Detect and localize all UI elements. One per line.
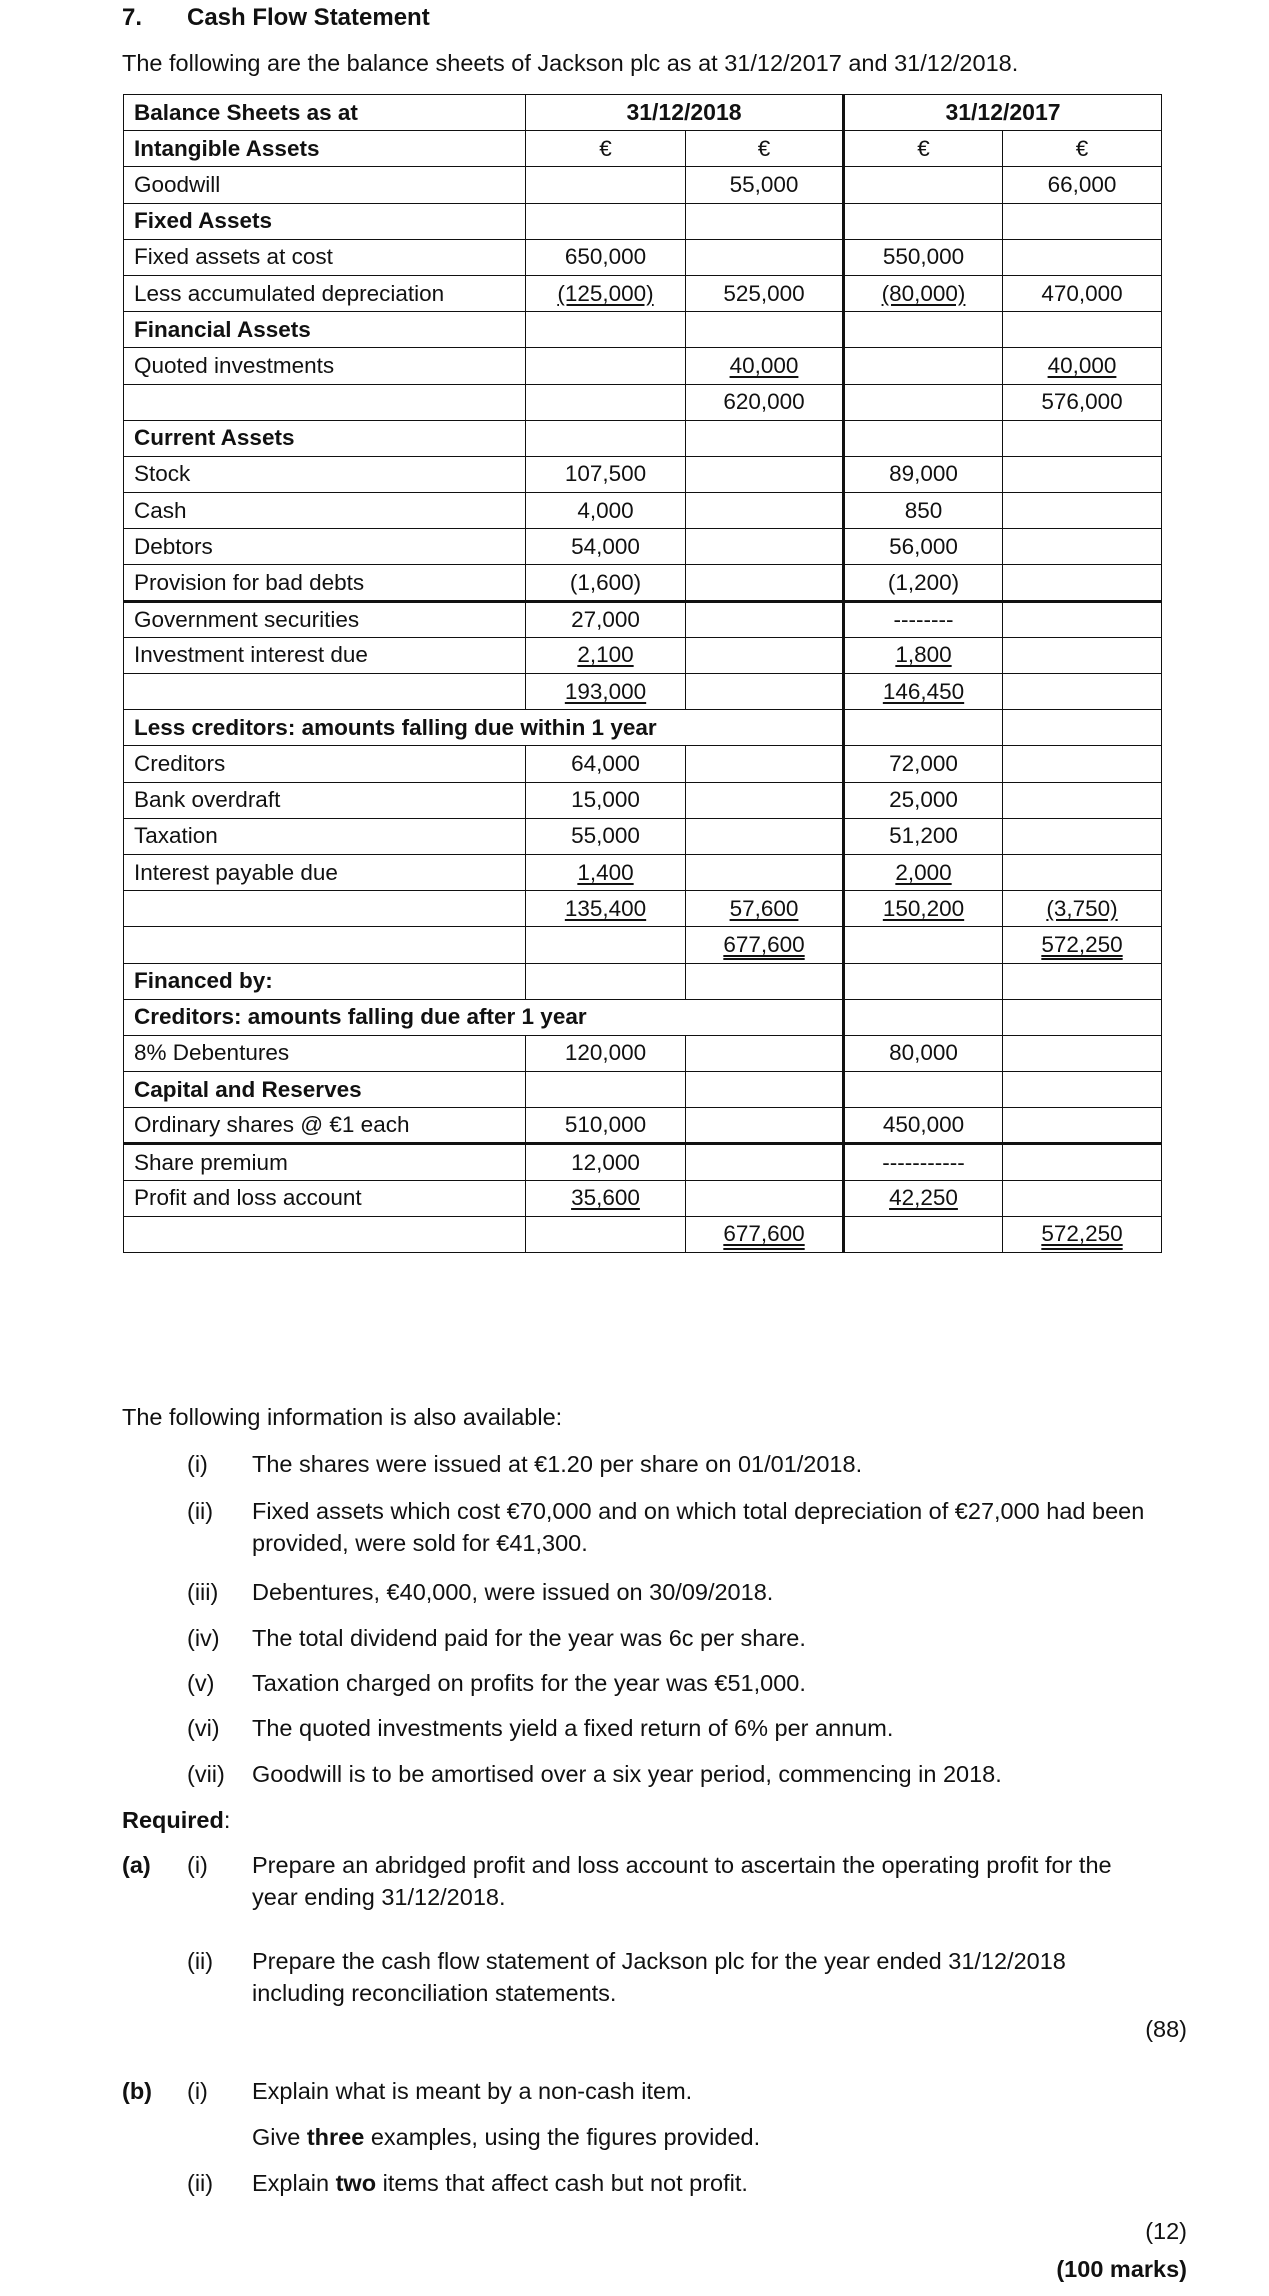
row-label: Quoted investments [124, 348, 526, 384]
table-row [124, 167, 1162, 203]
table-row [124, 963, 1162, 999]
required-heading: Required: [122, 1807, 231, 1833]
amount-cell: ----------- [844, 1144, 1003, 1180]
amount-cell [526, 963, 686, 999]
amount-cell: 193,000 [526, 674, 686, 710]
amount-cell: 470,000 [1003, 275, 1162, 311]
amount-cell [844, 927, 1003, 963]
amount-cell: 54,000 [526, 529, 686, 565]
amount-cell: 572,250 [1003, 927, 1162, 963]
amount-cell: 56,000 [844, 529, 1003, 565]
row-label: Stock [124, 456, 526, 492]
amount-cell [686, 312, 844, 348]
amount-cell: (1,200) [844, 565, 1003, 601]
question-heading [122, 4, 430, 32]
table-row [124, 384, 1162, 420]
amount-cell: 525,000 [686, 275, 844, 311]
amount-cell: 31/12/2017 [844, 95, 1162, 131]
row-label: Goodwill [124, 167, 526, 203]
amount-cell: 12,000 [526, 1144, 686, 1180]
amount-cell [1003, 674, 1162, 710]
amount-cell: 35,600 [526, 1180, 686, 1216]
amount-cell: 72,000 [844, 746, 1003, 782]
question-number: 7. [122, 4, 143, 31]
table-row [124, 782, 1162, 818]
amount-cell: 550,000 [844, 239, 1003, 275]
table-row [124, 818, 1162, 854]
amount-cell [1003, 456, 1162, 492]
amount-cell [1003, 312, 1162, 348]
amount-cell [1003, 1072, 1162, 1108]
row-label: Less accumulated depreciation [124, 275, 526, 311]
amount-cell [526, 1072, 686, 1108]
amount-cell [526, 927, 686, 963]
amount-cell [844, 312, 1003, 348]
table-row [124, 456, 1162, 492]
table-row [124, 746, 1162, 782]
amount-cell: 850 [844, 493, 1003, 529]
amount-cell [686, 1144, 844, 1180]
amount-cell: 677,600 [686, 927, 844, 963]
table-row [124, 1072, 1162, 1108]
balance-sheet-table [123, 94, 1162, 1253]
amount-cell [1003, 746, 1162, 782]
amount-cell: € [1003, 131, 1162, 167]
amount-cell [844, 999, 1003, 1035]
amount-cell [1003, 818, 1162, 854]
row-label [124, 384, 526, 420]
row-label: Current Assets [124, 420, 526, 456]
amount-cell [686, 746, 844, 782]
table-row [124, 1144, 1162, 1180]
amount-cell: 450,000 [844, 1108, 1003, 1144]
amount-cell: 80,000 [844, 1035, 1003, 1071]
amount-cell: 120,000 [526, 1035, 686, 1071]
table-row [124, 565, 1162, 601]
row-label: Capital and Reserves [124, 1072, 526, 1108]
amount-cell [526, 167, 686, 203]
question-title: Cash Flow Statement [187, 4, 430, 31]
row-label [124, 891, 526, 927]
row-label: Ordinary shares @ €1 each [124, 1108, 526, 1144]
table-row [124, 275, 1162, 311]
amount-cell: 25,000 [844, 782, 1003, 818]
amount-cell [844, 348, 1003, 384]
amount-cell: (1,600) [526, 565, 686, 601]
row-label: Debtors [124, 529, 526, 565]
row-label: Creditors [124, 746, 526, 782]
amount-cell [526, 312, 686, 348]
amount-cell [526, 203, 686, 239]
amount-cell [686, 782, 844, 818]
amount-cell [686, 1072, 844, 1108]
amount-cell [1003, 420, 1162, 456]
amount-cell [1003, 637, 1162, 673]
amount-cell [844, 420, 1003, 456]
amount-cell [1003, 529, 1162, 565]
part-a-label: (a) [122, 1852, 151, 1878]
amount-cell [686, 674, 844, 710]
amount-cell [686, 203, 844, 239]
amount-cell: 576,000 [1003, 384, 1162, 420]
table-row [124, 601, 1162, 637]
table-row [124, 312, 1162, 348]
table-row [124, 203, 1162, 239]
amount-cell [1003, 565, 1162, 601]
row-label: Bank overdraft [124, 782, 526, 818]
amount-cell: 64,000 [526, 746, 686, 782]
table-row [124, 891, 1162, 927]
table-row [124, 420, 1162, 456]
amount-cell [1003, 493, 1162, 529]
table-row [124, 131, 1162, 167]
required-label: Required [122, 1807, 224, 1833]
amount-cell [526, 384, 686, 420]
amount-cell [1003, 782, 1162, 818]
table-row [124, 674, 1162, 710]
amount-cell [1003, 854, 1162, 890]
row-label: Provision for bad debts [124, 565, 526, 601]
amount-cell [844, 167, 1003, 203]
amount-cell: 42,250 [844, 1180, 1003, 1216]
row-label [124, 674, 526, 710]
amount-cell: 4,000 [526, 493, 686, 529]
table-row [124, 854, 1162, 890]
amount-cell [686, 601, 844, 637]
amount-cell [686, 529, 844, 565]
amount-cell [1003, 963, 1162, 999]
part-a-marks: (88) [1145, 2016, 1187, 2042]
table-row [124, 1108, 1162, 1144]
amount-cell [844, 203, 1003, 239]
row-label: Government securities [124, 601, 526, 637]
row-label: Financial Assets [124, 312, 526, 348]
part-b-marks: (12) [1145, 2218, 1187, 2244]
amount-cell [686, 493, 844, 529]
amount-cell [844, 710, 1003, 746]
amount-cell: 27,000 [526, 601, 686, 637]
part-b-label: (b) [122, 2078, 153, 2104]
amount-cell: € [844, 131, 1003, 167]
amount-cell: 135,400 [526, 891, 686, 927]
table-row [124, 348, 1162, 384]
table-row [124, 95, 1162, 131]
amount-cell [844, 963, 1003, 999]
amount-cell [686, 239, 844, 275]
table-row [124, 529, 1162, 565]
amount-cell: 1,800 [844, 637, 1003, 673]
row-label: Financed by: [124, 963, 526, 999]
amount-cell [686, 963, 844, 999]
amount-cell: 146,450 [844, 674, 1003, 710]
row-label: Creditors: amounts falling due after 1 year [124, 999, 844, 1035]
amount-cell [686, 420, 844, 456]
amount-cell [686, 818, 844, 854]
table-row [124, 1216, 1162, 1252]
amount-cell [1003, 601, 1162, 637]
table-row [124, 1180, 1162, 1216]
row-label: Profit and loss account [124, 1180, 526, 1216]
amount-cell: 55,000 [526, 818, 686, 854]
amount-cell [1003, 1180, 1162, 1216]
amount-cell: 15,000 [526, 782, 686, 818]
row-label: Less creditors: amounts falling due within 1 year [124, 710, 844, 746]
amount-cell [1003, 1144, 1162, 1180]
amount-cell [686, 456, 844, 492]
amount-cell: 677,600 [686, 1216, 844, 1252]
amount-cell [1003, 999, 1162, 1035]
amount-cell: -------- [844, 601, 1003, 637]
amount-cell: (80,000) [844, 275, 1003, 311]
amount-cell [1003, 239, 1162, 275]
row-label: Interest payable due [124, 854, 526, 890]
amount-cell [686, 1180, 844, 1216]
table-row [124, 927, 1162, 963]
amount-cell [526, 348, 686, 384]
amount-cell [1003, 203, 1162, 239]
amount-cell [526, 420, 686, 456]
row-label [124, 927, 526, 963]
amount-cell: 55,000 [686, 167, 844, 203]
info-heading: The following information is also available: [122, 1404, 563, 1430]
amount-cell [844, 384, 1003, 420]
amount-cell: 2,100 [526, 637, 686, 673]
amount-cell: € [686, 131, 844, 167]
intro-text: The following are the balance sheets of Jackson plc as at 31/12/2017 and 31/12/2018. [122, 50, 1019, 76]
amount-cell: 2,000 [844, 854, 1003, 890]
amount-cell: 40,000 [1003, 348, 1162, 384]
amount-cell [686, 854, 844, 890]
amount-cell [844, 1216, 1003, 1252]
row-label: Fixed Assets [124, 203, 526, 239]
amount-cell [1003, 1035, 1162, 1071]
amount-cell [686, 1108, 844, 1144]
table-row [124, 637, 1162, 673]
amount-cell: € [526, 131, 686, 167]
table-row [124, 999, 1162, 1035]
row-label: Intangible Assets [124, 131, 526, 167]
amount-cell: 66,000 [1003, 167, 1162, 203]
amount-cell [1003, 710, 1162, 746]
amount-cell [526, 1216, 686, 1252]
row-label: Share premium [124, 1144, 526, 1180]
table-row [124, 710, 1162, 746]
row-label: 8% Debentures [124, 1035, 526, 1071]
row-label: Taxation [124, 818, 526, 854]
amount-cell: 40,000 [686, 348, 844, 384]
amount-cell: 31/12/2018 [526, 95, 844, 131]
amount-cell [844, 1072, 1003, 1108]
amount-cell [686, 565, 844, 601]
row-label: Investment interest due [124, 637, 526, 673]
amount-cell [1003, 1108, 1162, 1144]
amount-cell: (125,000) [526, 275, 686, 311]
amount-cell [686, 1035, 844, 1071]
row-label [124, 1216, 526, 1252]
table-row [124, 239, 1162, 275]
row-label: Balance Sheets as at [124, 95, 526, 131]
amount-cell: 620,000 [686, 384, 844, 420]
amount-cell [686, 637, 844, 673]
amount-cell: 510,000 [526, 1108, 686, 1144]
amount-cell: 1,400 [526, 854, 686, 890]
amount-cell: 107,500 [526, 456, 686, 492]
amount-cell: 89,000 [844, 456, 1003, 492]
amount-cell: (3,750) [1003, 891, 1162, 927]
amount-cell: 150,200 [844, 891, 1003, 927]
table-row [124, 1035, 1162, 1071]
amount-cell: 51,200 [844, 818, 1003, 854]
table-row [124, 493, 1162, 529]
amount-cell: 572,250 [1003, 1216, 1162, 1252]
row-label: Cash [124, 493, 526, 529]
amount-cell: 57,600 [686, 891, 844, 927]
total-marks: (100 marks) [1056, 2256, 1187, 2282]
row-label: Fixed assets at cost [124, 239, 526, 275]
amount-cell: 650,000 [526, 239, 686, 275]
